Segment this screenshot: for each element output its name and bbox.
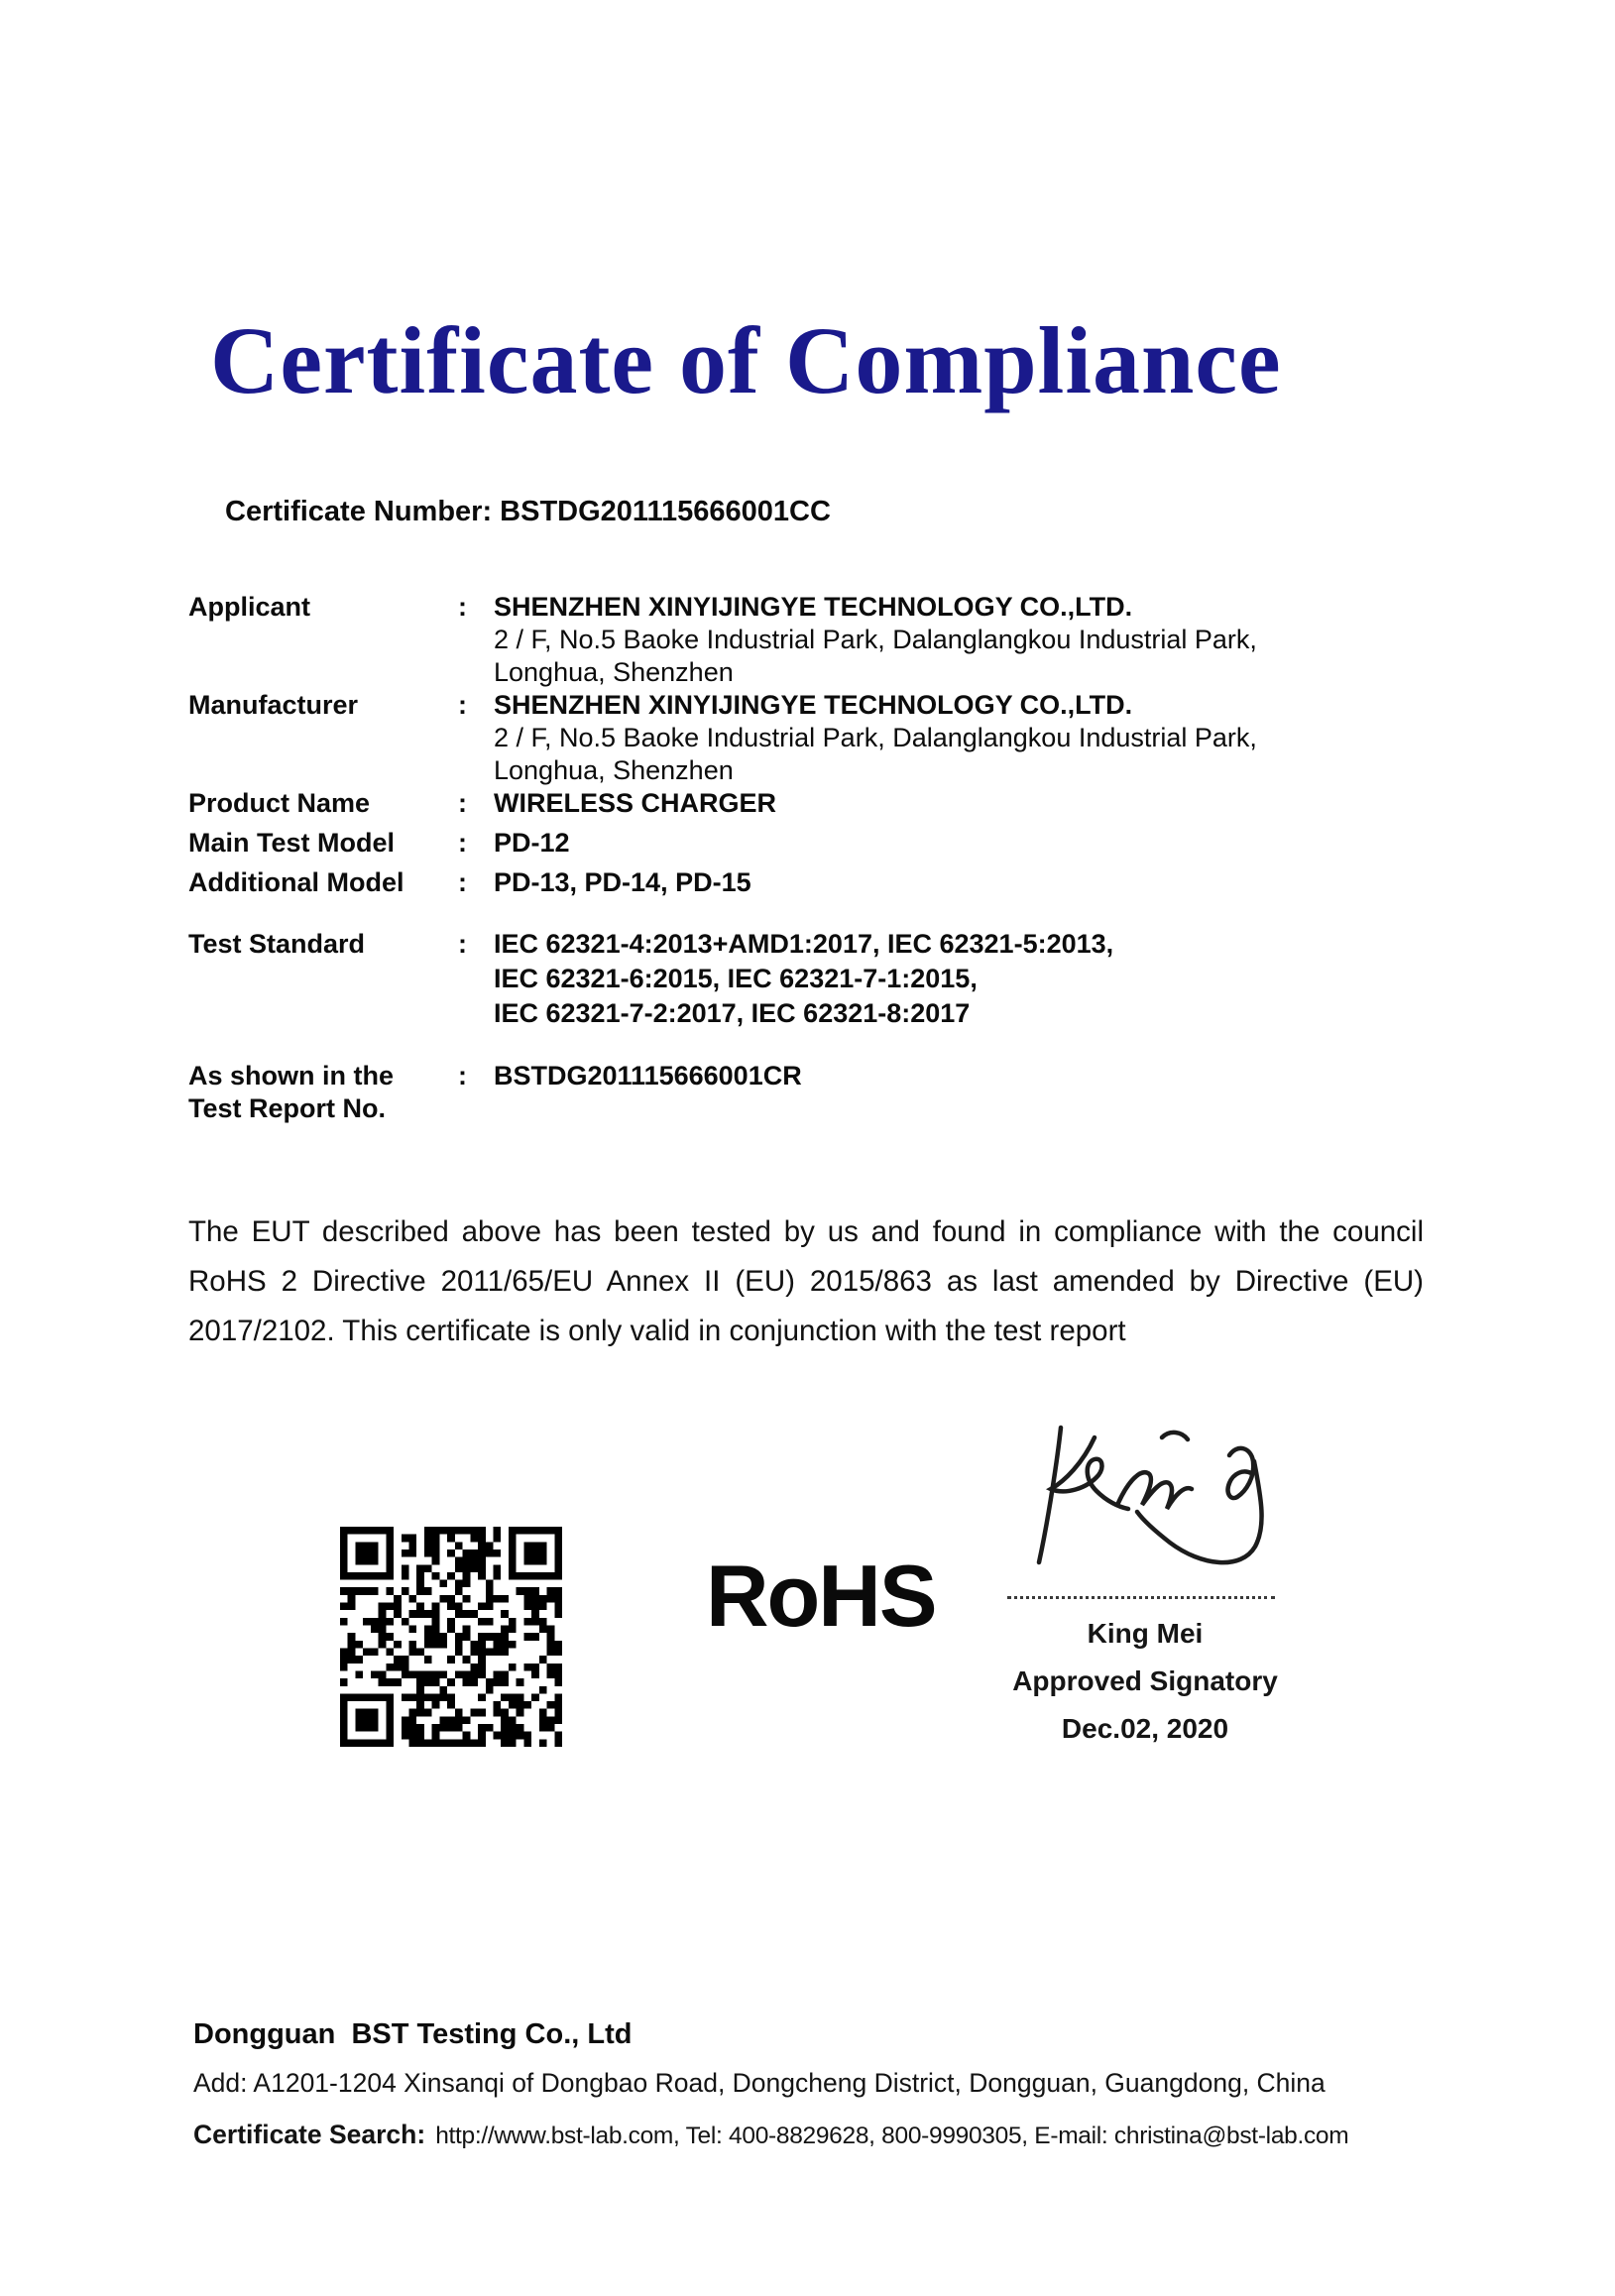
row-manufacturer-addr2: [188, 754, 734, 786]
row-main-test-model: [188, 827, 570, 859]
manufacturer-label: Manufacturer: [188, 690, 359, 720]
applicant-name: SHENZHEN XINYIJINGYE TECHNOLOGY CO.,LTD.: [494, 592, 1133, 622]
row-test-standard-3: [188, 997, 970, 1029]
lab-company-name: Dongguan BST Testing Co., Ltd: [193, 2018, 633, 2050]
product-name-value: WIRELESS CHARGER: [494, 788, 777, 818]
manufacturer-name: SHENZHEN XINYIJINGYE TECHNOLOGY CO.,LTD.: [494, 690, 1133, 720]
test-report-value: BSTDG201115666001CR: [494, 1061, 802, 1091]
row-manufacturer: [188, 689, 1132, 721]
additional-model-label: Additional Model: [188, 867, 404, 897]
certificate-number-value: BSTDG201115666001CC: [500, 496, 831, 527]
certificate-number-label: Certificate Number:: [225, 496, 501, 527]
lab-address: Add: A1201-1204 Xinsanqi of Dongbao Road, Dongcheng District, Dongguan, Guangdong, China: [193, 2068, 1326, 2098]
row-product-name: [188, 787, 776, 819]
colon: :: [458, 867, 467, 897]
certificate-search-label: Certificate Search:: [193, 2120, 426, 2149]
colon: :: [458, 828, 467, 858]
main-test-model-value: PD-12: [494, 828, 570, 858]
test-standard-line3: IEC 62321-7-2:2017, IEC 62321-8:2017: [494, 998, 971, 1028]
row-applicant-addr1: [188, 624, 1257, 655]
test-standard-line2: IEC 62321-6:2015, IEC 62321-7-1:2015,: [494, 964, 978, 993]
manufacturer-address-line1: 2 / F, No.5 Baoke Industrial Park, Dalanglangkou Industrial Park,: [494, 723, 1257, 752]
colon: :: [458, 929, 467, 959]
applicant-address-line2: Longhua, Shenzhen: [494, 657, 734, 687]
colon: :: [458, 690, 467, 720]
test-standard-line1: IEC 62321-4:2013+AMD1:2017, IEC 62321-5:2013,: [494, 929, 1114, 959]
colon: :: [458, 788, 467, 818]
row-test-standard: [188, 928, 1113, 960]
certificate-search-contacts: http://www.bst-lab.com, Tel: 400-8829628, 800-9990305, E-mail: christina@bst-lab.com: [435, 2123, 1349, 2149]
signature-date: Dec.02, 2020: [1061, 1713, 1229, 1744]
colon: :: [458, 592, 467, 622]
row-test-report: [188, 1060, 802, 1091]
row-applicant-addr2: [188, 656, 734, 688]
signature-image: [1031, 1416, 1289, 1599]
additional-model-value: PD-13, PD-14, PD-15: [494, 867, 751, 897]
certificate-search-line: [193, 2120, 1348, 2150]
signatory-name: King Mei: [1087, 1618, 1204, 1649]
row-manufacturer-addr1: [188, 722, 1257, 753]
certificate-number: [225, 496, 831, 528]
page-title: Certificate of Compliance: [210, 307, 1282, 413]
row-additional-model: [188, 866, 751, 898]
test-report-label-line2: Test Report No.: [188, 1093, 387, 1123]
main-test-model-label: Main Test Model: [188, 828, 396, 858]
signature-dotted-line: [1007, 1596, 1275, 1599]
qr-code-image: [340, 1527, 562, 1747]
row-test-standard-2: [188, 963, 978, 994]
test-report-label-line1: As shown in the: [188, 1061, 395, 1091]
manufacturer-address-line2: Longhua, Shenzhen: [494, 755, 734, 785]
test-standard-label: Test Standard: [188, 929, 366, 959]
applicant-label: Applicant: [188, 592, 311, 622]
row-test-report-2: [188, 1092, 458, 1124]
compliance-statement: The EUT described above has been tested by us and found in compliance with the council RoHS 2 Directive 2011/65/EU Annex II (EU) 2015/863 as last amended by Directive (EU) 2017/2102. This certificate is only valid in conjunction with the test report: [188, 1215, 1424, 1347]
applicant-address-line1: 2 / F, No.5 Baoke Industrial Park, Dalanglangkou Industrial Park,: [494, 625, 1257, 654]
colon: :: [458, 1061, 467, 1091]
product-name-label: Product Name: [188, 788, 371, 818]
signatory-role: Approved Signatory: [1012, 1665, 1278, 1696]
row-applicant: [188, 591, 1132, 623]
rohs-mark: RoHS: [706, 1547, 936, 1645]
